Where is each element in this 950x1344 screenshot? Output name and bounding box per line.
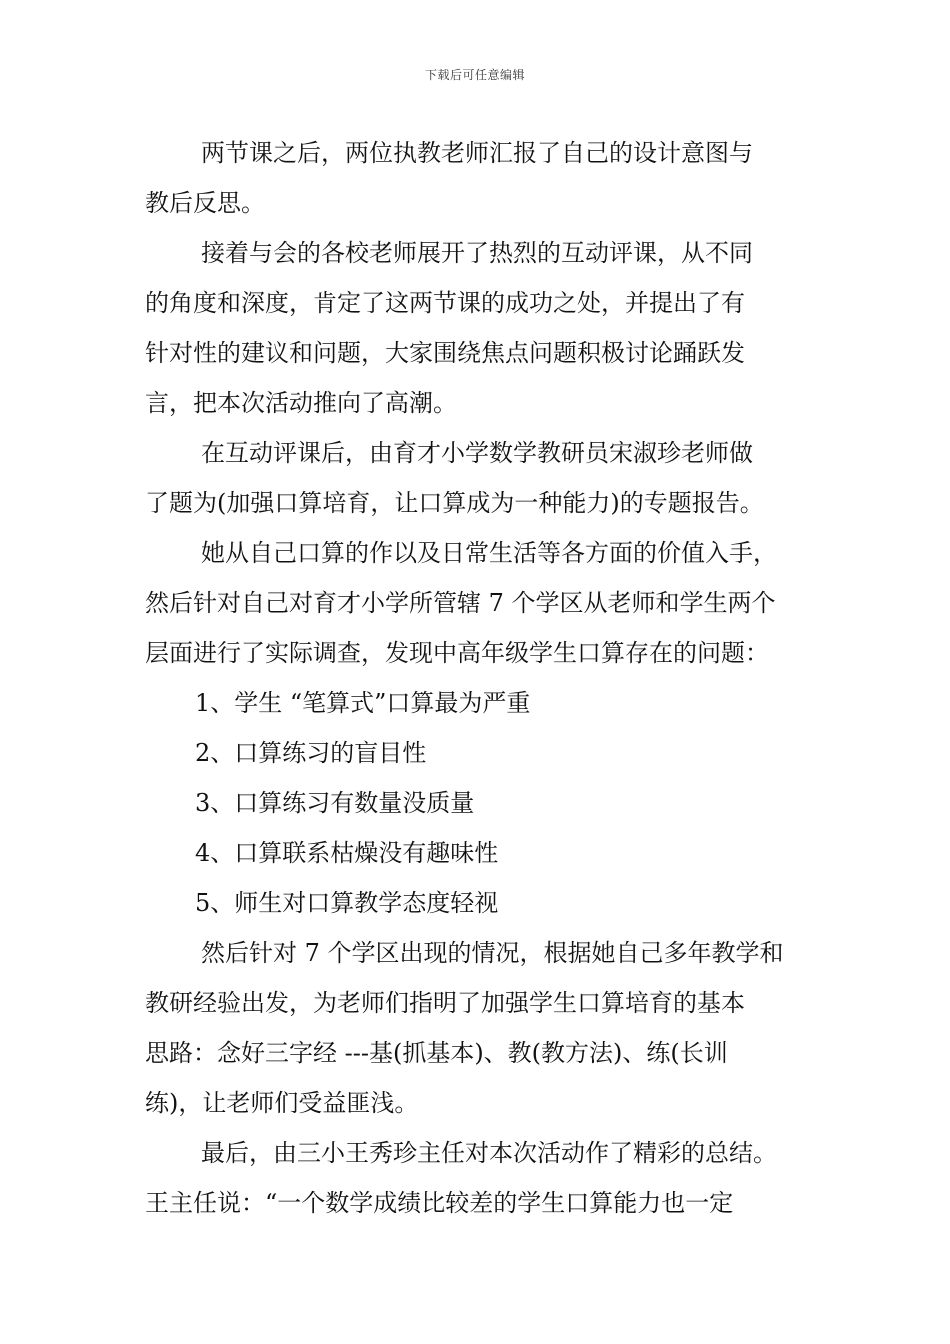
text-line: 最后，由三小王秀珍主任对本次活动作了精彩的总结。: [201, 1139, 777, 1167]
text-line: 在互动评课后，由育才小学数学教研员宋淑珍老师做: [201, 439, 753, 467]
text-line: 王主任说：“一个数学成绩比较差的学生口算能力也一定: [145, 1189, 734, 1217]
list-item: 1、学生 “笔算式”口算最为严重: [195, 689, 531, 717]
text-line: 思路：念好三字经 ---基(抓基本)、教(教方法)、练(长训: [145, 1039, 728, 1067]
text-line: 她从自己口算的作以及日常生活等各方面的价值入手，: [201, 539, 777, 567]
text-line: 然后针对 7 个学区出现的情况，根据她自己多年教学和: [201, 939, 784, 967]
list-item: 5、师生对口算教学态度轻视: [195, 889, 499, 917]
list-item: 4、口算联系枯燥没有趣味性: [195, 839, 499, 867]
text-line: 接着与会的各校老师展开了热烈的互动评课，从不同: [201, 239, 753, 267]
text-line: 针对性的建议和问题，大家围绕焦点问题积极讨论踊跃发: [145, 339, 745, 367]
text-line: 教后反思。: [145, 189, 265, 217]
text-line: 然后针对自己对育才小学所管辖 7 个学区从老师和学生两个: [145, 589, 776, 617]
text-line: 言，把本次活动推向了高潮。: [145, 389, 457, 417]
list-item: 3、口算练习有数量没质量: [195, 789, 475, 817]
list-item: 2、口算练习的盲目性: [195, 739, 427, 767]
text-line: 了题为(加强口算培育，让口算成为一种能力)的专题报告。: [145, 489, 764, 517]
text-line: 的角度和深度，肯定了这两节课的成功之处，并提出了有: [145, 289, 745, 317]
page-header: 下载后可任意编辑: [424, 68, 525, 82]
document-body: [145, 128, 815, 1228]
text-line: 练)，让老师们受益匪浅。: [145, 1089, 419, 1117]
text-line: 两节课之后，两位执教老师汇报了自己的设计意图与: [201, 139, 753, 167]
text-line: 教研经验出发，为老师们指明了加强学生口算培育的基本: [145, 989, 745, 1017]
text-line: 层面进行了实际调查，发现中高年级学生口算存在的问题：: [145, 639, 769, 667]
